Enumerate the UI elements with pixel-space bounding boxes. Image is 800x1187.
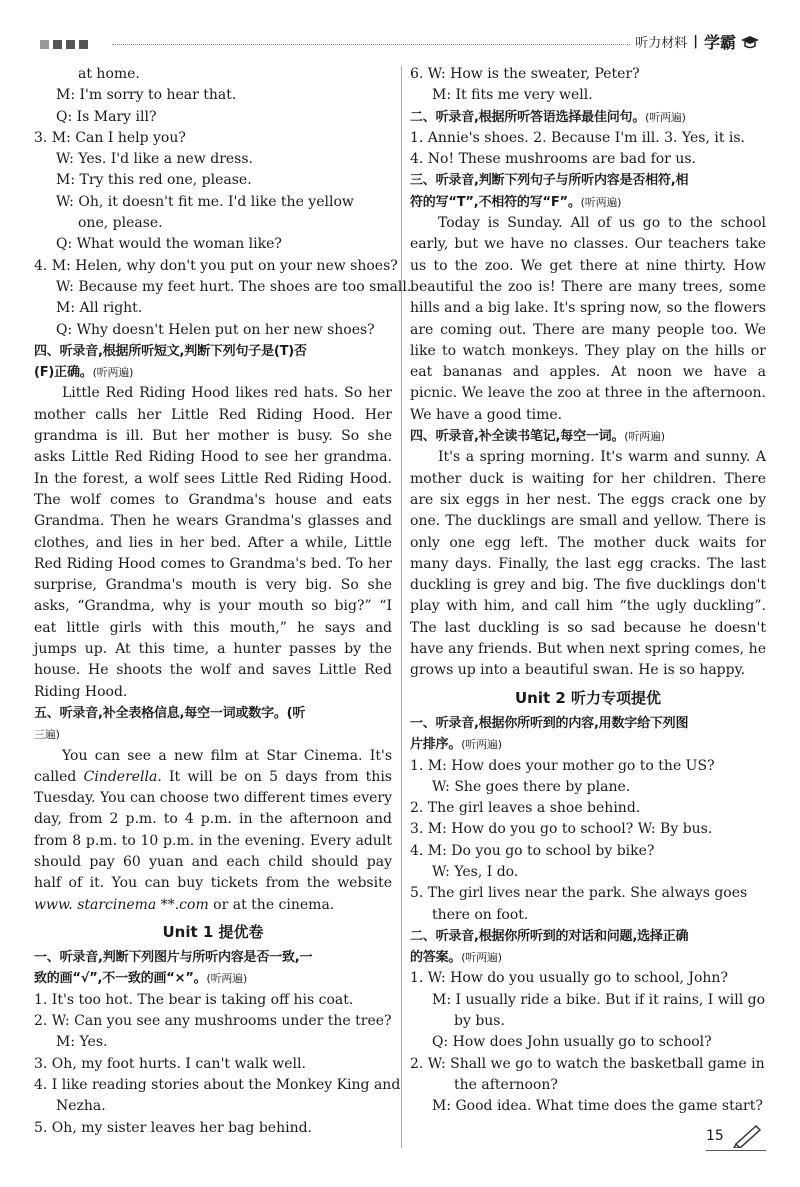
unit-title: Unit 2 听力专项提优 — [514, 688, 662, 707]
text-line: Q: Why doesn't Helen put on her new shoes? — [56, 321, 375, 338]
right-column — [410, 64, 766, 1118]
text-line: M: Try this red one, please. — [56, 172, 252, 189]
text-line: M: I usually ride a bike. But if it rains, I will go — [432, 991, 766, 1008]
text-line: 1. W: How do you usually go to school, John? — [410, 970, 728, 987]
brand-logo: 学霸 — [703, 33, 736, 52]
text-line: 4. M: Do you go to school by bike? — [410, 842, 655, 859]
header — [635, 30, 760, 53]
section-heading: 二、听录音,根据你所听到的对话和问题,选择正确 — [410, 928, 689, 944]
text-line: Q: What would the woman like? — [56, 236, 282, 253]
unit-title: Unit 1 提优卷 — [162, 922, 264, 941]
section-heading: 片排序。(听两遍) — [410, 737, 502, 753]
left-column — [34, 64, 412, 1139]
text-line: M: It fits me very well. — [432, 87, 593, 104]
section-heading: (F)正确。(听两遍) — [34, 365, 134, 381]
listening-passage: Little Red Riding Hood likes red hats. So her mother calls her Little Red Riding Hood. Her grandma is ill. But her mother is busy. So she asks Little Red Riding Hood to see her grandma. In the forest, a wolf sees Little Red Riding Hood. The wolf comes to Grandma's house and eats Grandma. Then he wears Grandma's glasses and clothes, and lies in her bed. After a while, Little Red Riding Hood comes to Grandma's bed. To her surprise, Grandma's mouth is very big. So she asks, “Grandma, why is your mouth so big?” “I eat little girls with this mouth,” he says and jumps up. At this time, a hunter passes by the house. He shoots the wolf and saves Little Red Riding Hood. — [34, 385, 392, 700]
section-heading: 五、听录音,补全表格信息,每空一词或数字。(听 — [34, 705, 306, 721]
text-line: M: I'm sorry to hear that. — [56, 87, 237, 104]
text-line: 3. Oh, my foot hurts. I can't walk well. — [34, 1055, 306, 1072]
header-decoration — [40, 40, 88, 49]
text-line: 2. W: Can you see any mushrooms under the tree? — [34, 1013, 392, 1030]
text-line: one, please. — [78, 215, 163, 232]
text-line: 5. The girl lives near the park. She always goes — [410, 885, 748, 902]
text-line: there on foot. — [432, 906, 529, 923]
text-line: Nezha. — [56, 1098, 106, 1115]
section-heading: 四、听录音,补全读书笔记,每空一词。(听两遍) — [410, 429, 665, 445]
text-line: the afternoon? — [454, 1076, 558, 1093]
text-line: 2. W: Shall we go to watch the basketball game in — [410, 1055, 765, 1072]
section-heading: 三遍) — [34, 728, 60, 742]
section-heading: 致的画“√”,不一致的画“×”。(听两遍) — [34, 971, 248, 987]
text-line: W: Oh, it doesn't fit me. I'd like the yellow — [56, 193, 354, 210]
pencil-icon — [730, 1122, 764, 1148]
listening-passage: You can see a new film at Star Cinema. It's called Cinderella. It will be on 5 days from this Tuesday. You can choose two different times every day, from 2 p.m. to 4 p.m. in the afternoon and from 8 p.m. to 10 p.m. in the evening. Every adult should pay 60 yuan and each child should pay half of it. You can buy tickets from the website www. starcinema **.com or at the cinema. — [34, 747, 392, 913]
text-line: M: All right. — [56, 300, 143, 317]
section-heading: 的答案。(听两遍) — [410, 950, 502, 966]
text-line: W: She goes there by plane. — [432, 778, 631, 795]
column-divider — [401, 66, 402, 1148]
header-rule — [112, 44, 630, 45]
text-line: 3. M: How do you go to school? W: By bus. — [410, 821, 713, 838]
graduation-cap-icon — [740, 34, 760, 50]
listening-passage: Today is Sunday. All of us go to the school early, but we have no classes. Our teachers take us to the zoo. We get there at nine thirty. How beautiful the zoo is! There are many trees, some hills and a big lake. It's spring now, so the flowers are coming out. There are many people too. We like to watch monkeys. They play on the hills or eat bananas and apples. At noon we have a picnic. We leave the zoo at three in the afternoon. We have a good time. — [410, 215, 766, 423]
text-line: 4. No! These mushrooms are bad for us. — [410, 151, 696, 168]
text-line: 5. Oh, my sister leaves her bag behind. — [34, 1119, 313, 1136]
text-line: W: Yes. I'd like a new dress. — [56, 151, 253, 168]
header-separator: | — [693, 34, 698, 49]
text-line: M: Good idea. What time does the game start? — [432, 1098, 763, 1115]
page-number: 15 — [706, 1128, 724, 1144]
text-line: by bus. — [454, 1013, 505, 1030]
text-line: 1. It's too hot. The bear is taking off his coat. — [34, 991, 354, 1008]
text-line: 6. W: How is the sweater, Peter? — [410, 66, 640, 82]
section-heading: 三、听录音,判断下列句子与所听内容是否相符,相 — [410, 173, 689, 189]
section-heading: 四、听录音,根据所听短文,判断下列句子是(T)否 — [34, 343, 307, 359]
text-line: 4. I like reading stories about the Monkey King and — [34, 1076, 401, 1093]
listening-passage: It's a spring morning. It's warm and sunny. A mother duck is waiting for her children. There are six eggs in her nest. The eggs crack one by one. The ducklings are small and yellow. There is only one egg left. The mother duck waits for many days. Finally, the last egg cracks. The last duckling is grey and big. The five ducklings don't play with him, and call him “the ugly duckling”. The last duckling is so sad because he doesn't have any friends. But when next spring comes, he grows up into a beautiful swan. He is so happy. — [410, 449, 766, 679]
footer-rule — [706, 1150, 766, 1151]
text-line: 1. Annie's shoes. 2. Because I'm ill. 3. Yes, it is. — [410, 129, 746, 146]
text-line: Q: Is Mary ill? — [56, 108, 157, 125]
section-heading: 一、听录音,根据你所听到的内容,用数字给下列图 — [410, 715, 689, 731]
text-line: 1. M: How does your mother go to the US? — [410, 757, 715, 774]
text-line: at home. — [78, 66, 140, 82]
text-line: 4. M: Helen, why don't you put on your new shoes? — [34, 257, 398, 274]
text-line: M: Yes. — [56, 1034, 108, 1051]
text-line: Q: How does John usually go to school? — [432, 1034, 712, 1051]
text-line: W: Yes, I do. — [432, 863, 519, 880]
header-label: 听力材料 — [635, 36, 688, 51]
section-heading: 二、听录音,根据所听答语选择最佳问句。(听两遍) — [410, 109, 686, 125]
text-line: 2. The girl leaves a shoe behind. — [410, 800, 641, 817]
text-line: 3. M: Can I help you? — [34, 129, 186, 146]
text-line: W: Because my feet hurt. The shoes are too small. — [56, 278, 412, 295]
section-heading: 一、听录音,判断下列图片与所听内容是否一致,一 — [34, 950, 313, 966]
section-heading: 符的写“T”,不相符的写“F”。(听两遍) — [410, 194, 622, 210]
